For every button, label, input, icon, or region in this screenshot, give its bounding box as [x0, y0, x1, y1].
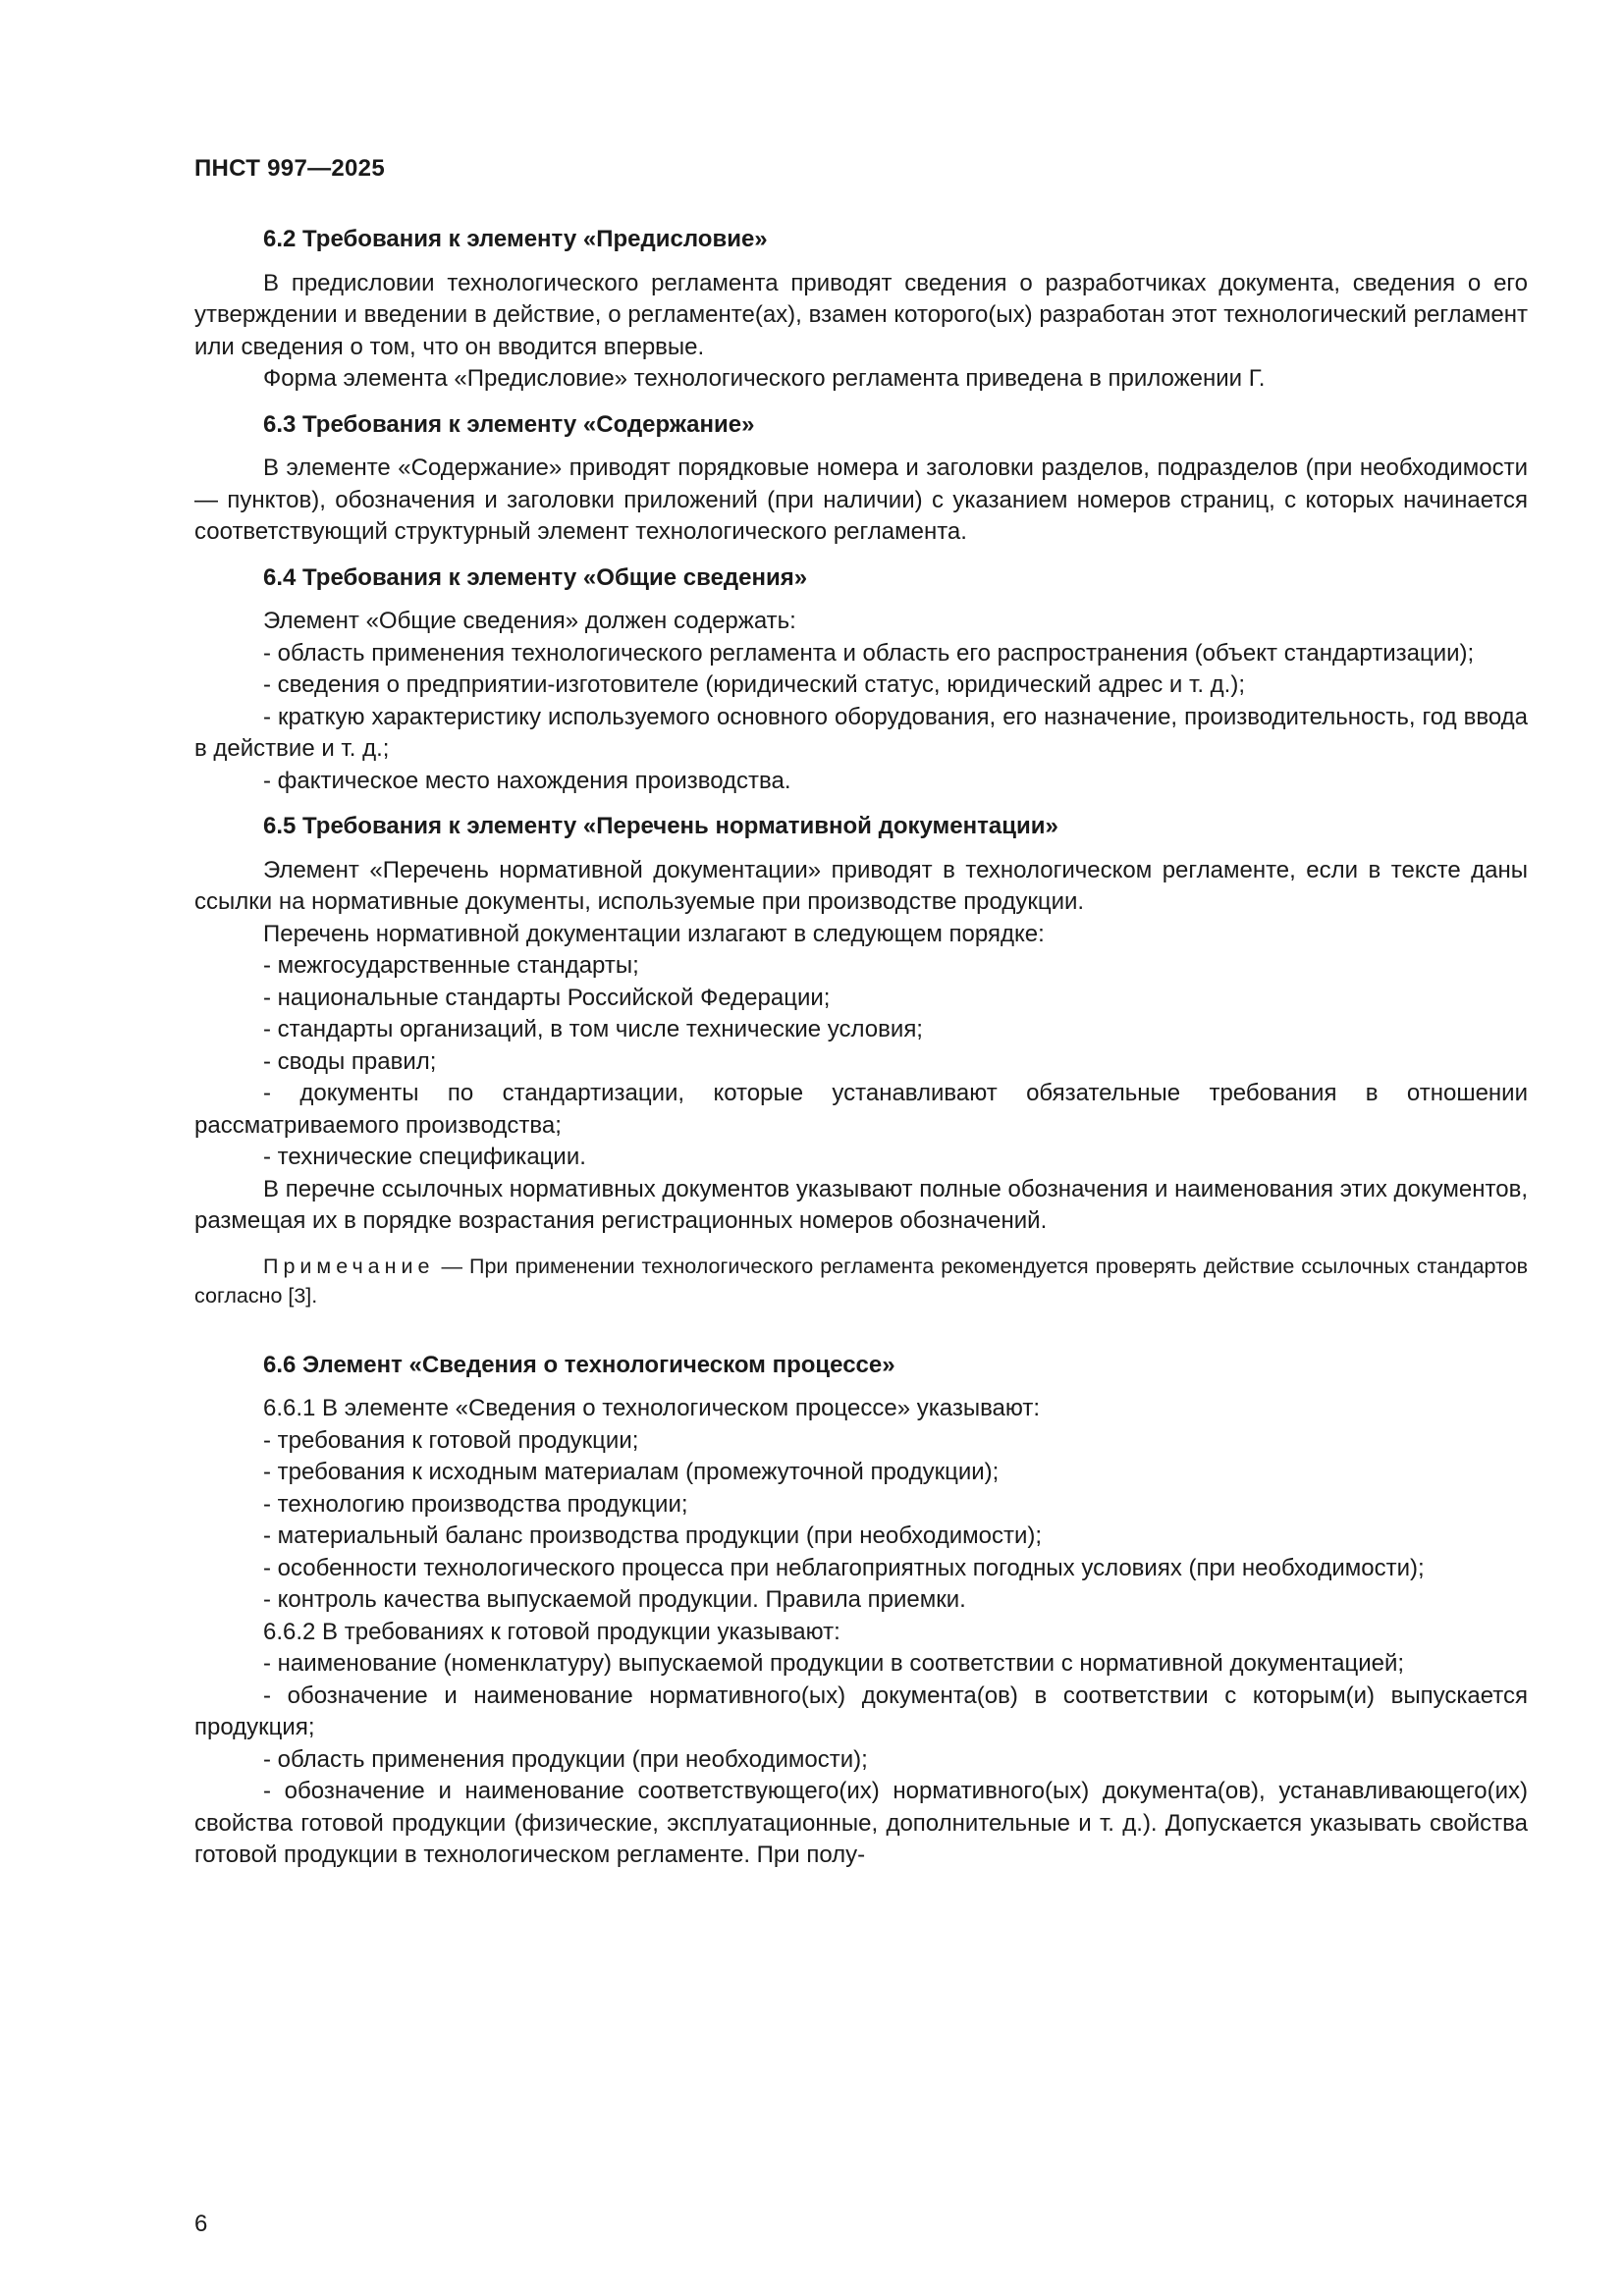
- list-item: - национальные стандарты Российской Федерации;: [263, 984, 831, 1011]
- list-item: - материальный баланс производства продукции (при необходимости);: [263, 1522, 1043, 1549]
- list-intro: 6.6.1 В элементе «Сведения о технологическом процессе» указывают:: [263, 1395, 1041, 1421]
- list-item: - требования к готовой продукции;: [263, 1426, 639, 1454]
- list-item: - фактическое место нахождения производства.: [263, 767, 791, 794]
- list-item: - особенности технологического процесса при неблагоприятных погодных условиях (при необходимости);: [263, 1554, 1425, 1581]
- page-number: 6: [194, 2211, 208, 2237]
- list-item: - сведения о предприятии-изготовителе (юридический статус, юридический адрес и т. д.);: [263, 671, 1245, 698]
- list-item: - область применения продукции (при необходимости);: [263, 1745, 868, 1773]
- paragraph: Элемент «Перечень нормативной документации» приводят в технологическом регламенте, если в тексте даны ссылки на нормативные документы, используемые при производстве продукции.: [194, 856, 1528, 915]
- list-item: - контроль качества выпускаемой продукции. Правила приемки.: [263, 1586, 966, 1613]
- section-6-5: [194, 811, 1528, 1310]
- section-6-3: [194, 409, 1528, 549]
- section-heading: 6.6 Элемент «Сведения о технологическом процессе»: [263, 1351, 895, 1378]
- list-item: - краткую характеристику используемого основного оборудования, его назначение, производительность, год ввода в действие и т. д.;: [194, 703, 1528, 762]
- list-item: - стандарты организаций, в том числе технические условия;: [263, 1016, 923, 1042]
- section-6-4: [194, 562, 1528, 798]
- list-item: - межгосударственные стандарты;: [263, 952, 639, 979]
- paragraph: В перечне ссылочных нормативных документов указывают полные обозначения и наименования этих документов, размещая их в порядке возрастания регистрационных номеров обозначений.: [194, 1175, 1528, 1234]
- note-label: Примечание: [263, 1254, 435, 1278]
- list-intro: Элемент «Общие сведения» должен содержать:: [263, 608, 796, 634]
- section-heading: 6.5 Требования к элементу «Перечень нормативной документации»: [263, 813, 1058, 839]
- note-text: — При применении технологического регламента рекомендуется проверять действие ссылочных стандартов согласно [3].: [194, 1254, 1528, 1308]
- list-item: - обозначение и наименование соответствующего(их) нормативного(ых) документа(ов), устанавливающего(их) свойства готовой продукции (физические, эксплуатационные, дополнительные и т. д.). Допускается указывать свойства готовой продукции в технологическом регламенте. При полу-: [194, 1778, 1528, 1868]
- document-body: [194, 224, 1528, 1886]
- section-6-2: [194, 224, 1528, 396]
- list-item: - своды правил;: [263, 1047, 437, 1075]
- section-6-6: [194, 1350, 1528, 1872]
- section-heading: 6.3 Требования к элементу «Содержание»: [263, 410, 755, 438]
- list-item: - технические спецификации.: [263, 1144, 586, 1170]
- list-item: - обозначение и наименование нормативного(ых) документа(ов) в соответствии с которым(и) выпускается продукция;: [194, 1682, 1528, 1740]
- section-heading: 6.4 Требования к элементу «Общие сведения»: [263, 563, 808, 591]
- list-item: - наименование (номенклатуру) выпускаемой продукции в соответствии с нормативной документацией;: [263, 1650, 1405, 1677]
- paragraph: В элементе «Содержание» приводят порядковые номера и заголовки разделов, подразделов (при необходимости — пунктов), обозначения и заголовки приложений (при наличии) с указанием номеров страниц, с которых начинается соответствующий структурный элемент технологического регламента.: [194, 454, 1528, 545]
- spacer: [194, 1324, 1528, 1350]
- list-item: - область применения технологического регламента и область его распространения (объект стандартизации);: [263, 639, 1475, 667]
- list-intro: Перечень нормативной документации излагают в следующем порядке:: [263, 920, 1045, 947]
- paragraph: В предисловии технологического регламента приводят сведения о разработчиках документа, сведения о его утверждении и введении в действие, о регламенте(ах), взамен которого(ых) разработан этот технологический регламент или сведения о том, что он вводится впервые.: [194, 269, 1528, 360]
- paragraph: Форма элемента «Предисловие» технологического регламента приведена в приложении Г.: [263, 365, 1266, 392]
- list-item: - требования к исходным материалам (промежуточной продукции);: [263, 1459, 1000, 1485]
- section-heading: 6.2 Требования к элементу «Предисловие»: [263, 226, 768, 252]
- note: [194, 1252, 1528, 1310]
- list-intro: 6.6.2 В требованиях к готовой продукции указывают:: [263, 1618, 840, 1645]
- list-item: - технологию производства продукции;: [263, 1490, 688, 1518]
- document-header: ПНСТ 997—2025: [194, 155, 385, 182]
- list-item: - документы по стандартизации, которые устанавливают обязательные требования в отношении рассматриваемого производства;: [194, 1080, 1528, 1139]
